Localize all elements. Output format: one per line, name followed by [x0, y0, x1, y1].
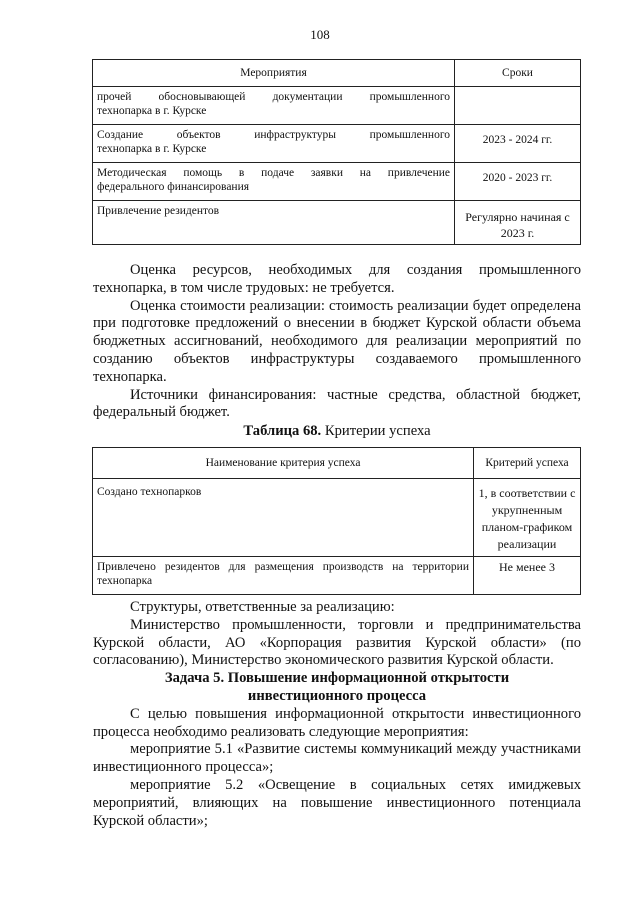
paragraph: Оценка ресурсов, необходимых для создания промышленного технопарка, в том числе трудовых: не требуется. — [93, 262, 581, 296]
paragraph: Структуры, ответственные за реализацию: — [130, 599, 395, 615]
table-caption: Таблица 68. Критерии успеха — [243, 423, 431, 440]
table-row — [93, 201, 581, 245]
term-cell — [455, 87, 581, 125]
event-cell: Создание объектов инфраструктуры промышленного технопарка в г. Курске — [93, 125, 455, 163]
paragraph: С целью повышения информационной открытости инвестиционного процесса необходимо реализовать следующие мероприятия: — [93, 705, 581, 740]
event-cell: Привлечение резидентов — [93, 201, 455, 245]
paragraph: мероприятие 5.2 «Освещение в социальных сетях имиджевых мероприятий, влияющих на повышение инвестиционного потенциала Курской области»; — [93, 776, 581, 829]
task-title: Задача 5. Повышение информационной открытости — [164, 670, 510, 687]
responsible-section — [93, 599, 581, 830]
header-criterion-name: Наименование критерия успеха — [93, 448, 474, 479]
criterion-value-cell: Не менее 3 — [474, 557, 581, 595]
table-header-row — [93, 60, 581, 87]
term-cell: 2020 - 2023 гг. — [455, 163, 581, 201]
page-number: 108 — [310, 27, 330, 42]
table-row — [93, 87, 581, 125]
success-criteria-table — [92, 447, 581, 595]
criterion-name-cell: Привлечено резидентов для размещения производств на территории технопарка — [93, 557, 474, 595]
header-criterion: Критерий успеха — [474, 448, 581, 479]
paragraph: мероприятие 5.1 «Развитие системы коммуникаций между участниками инвестиционного процесса»; — [93, 741, 581, 776]
criterion-name-cell: Создано технопарков — [93, 479, 474, 557]
table-row — [93, 557, 581, 595]
event-cell: Методическая помощь в подаче заявки на привлечение федерального финансирования — [93, 163, 455, 201]
task-title: инвестиционного процесса — [247, 687, 427, 704]
table-header-row — [93, 448, 581, 479]
resources-section — [93, 262, 581, 441]
event-cell: прочей обосновывающей документации промышленного технопарка в г. Курске — [93, 87, 455, 125]
criterion-value-cell: 1, в соответствии с укрупненным планом-графиком реализации — [474, 479, 581, 557]
paragraph: Источники финансирования: частные средства, областной бюджет, федеральный бюджет. — [93, 386, 581, 421]
paragraph: Министерство промышленности, торговли и предпринимательства Курской области, АО «Корпорация развития Курской области» (по согласованию), Министерство экономического развития Курской области. — [93, 616, 581, 669]
term-cell: 2023 - 2024 гг. — [455, 125, 581, 163]
header-events: Мероприятия — [93, 60, 455, 87]
table-row — [93, 479, 581, 557]
table-row — [93, 125, 581, 163]
table-row — [93, 163, 581, 201]
paragraph: Оценка стоимости реализации: стоимость реализации будет определена при подготовке предложений о внесении в бюджет Курской области объема бюджетных ассигнований, необходимого для реализации мероприятий по созданию объектов инфраструктуры создаваемого промышленного технопарка. — [93, 297, 581, 385]
header-terms: Сроки — [455, 60, 581, 87]
events-table — [92, 59, 581, 245]
term-cell: Регулярно начиная с 2023 г. — [455, 201, 581, 245]
